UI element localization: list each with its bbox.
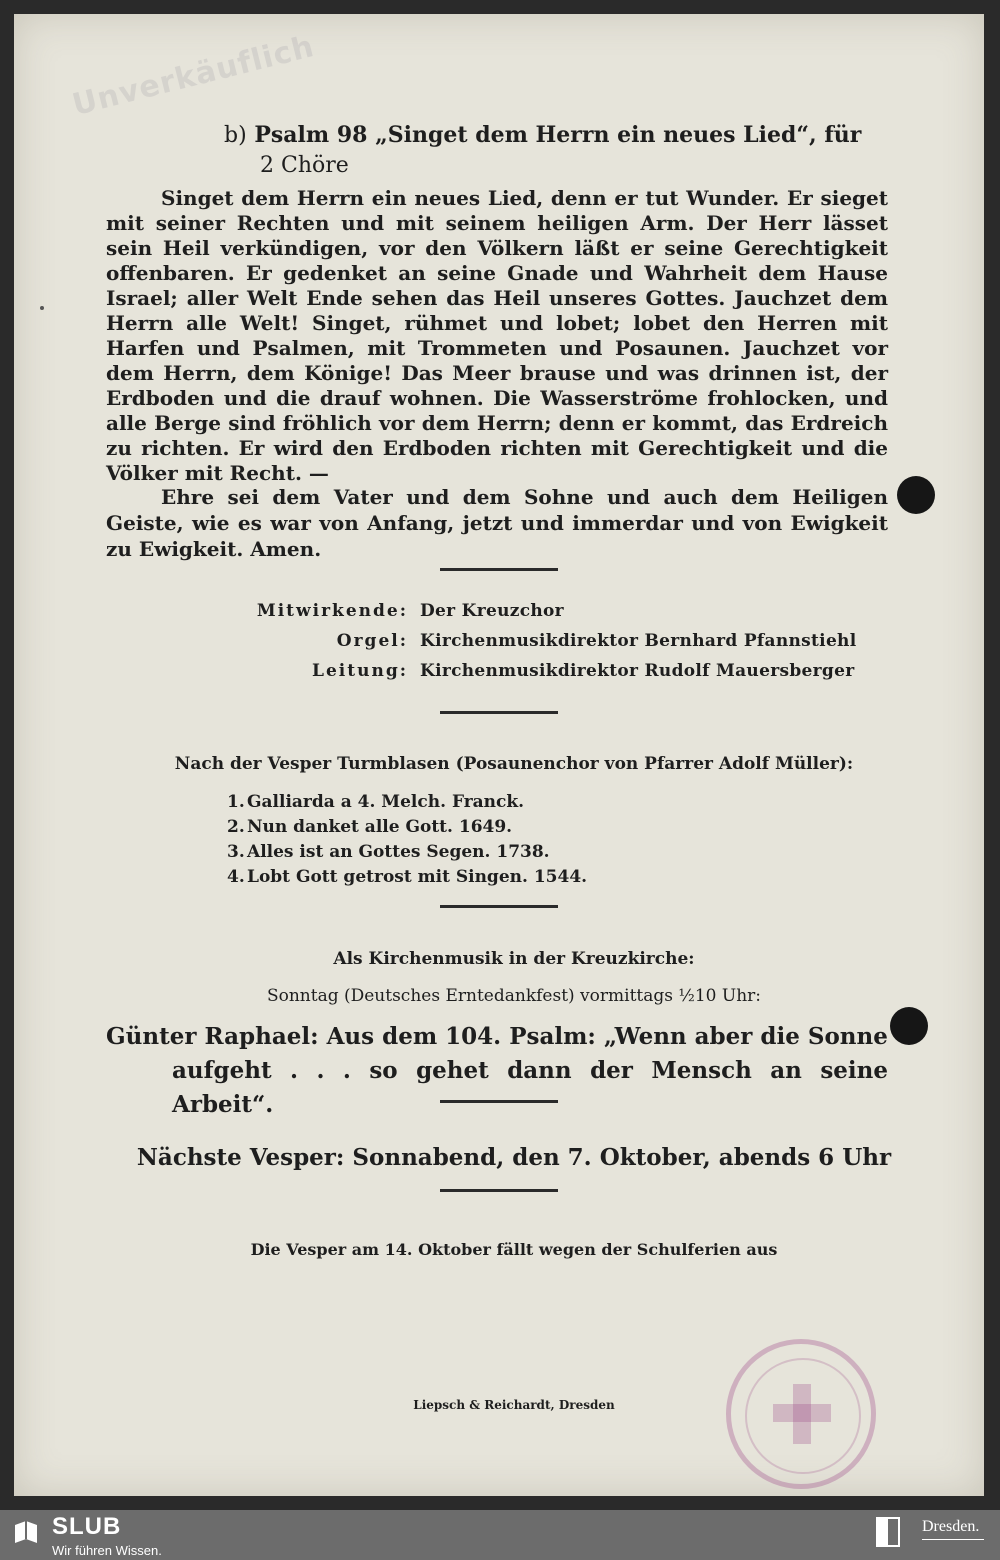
work-line-1: Günter Raphael: Aus dem 104. Psalm: „Wenn aber die Sonne: [106, 1023, 888, 1050]
list-item: [227, 790, 727, 815]
punch-hole: [890, 1007, 928, 1045]
list-item: [227, 815, 727, 840]
list-item-number: 1.: [227, 792, 245, 812]
after-vesper-list: [227, 790, 727, 890]
psalm-heading: [224, 120, 904, 181]
list-item-text: Galliarda a 4. Melch. Franck.: [247, 792, 525, 812]
performer-value: Kirchenmusikdirektor Rudolf Mauersberger: [420, 661, 855, 681]
bleed-through-stamp-text: Unverkäuflich: [69, 29, 318, 123]
paper-speck: [40, 306, 44, 310]
slub-logo-icon: [12, 1518, 40, 1546]
after-vesper-title: Nach der Vesper Turmblasen (Posaunenchor von Pfarrer Adolf Müller):: [174, 754, 854, 774]
performer-row: [242, 656, 872, 686]
slub-tagline: Wir führen Wissen.: [52, 1543, 162, 1558]
list-item-text: Nun danket alle Gott. 1649.: [247, 817, 513, 837]
wordmark-underline: [922, 1539, 984, 1540]
psalm-heading-label: b): [224, 123, 247, 148]
psalm-heading-title: Psalm 98 „Singet dem Herrn ein neues Lied“, für: [254, 122, 862, 148]
work-line-2: aufgeht . . . so gehet dann der Mensch an seine Arbeit“.: [172, 1057, 888, 1118]
holiday-note: Die Vesper am 14. Oktober fällt wegen der Schulferien aus: [250, 1240, 778, 1259]
list-item-text: Lobt Gott getrost mit Singen. 1544.: [247, 867, 588, 887]
divider: [440, 1189, 558, 1192]
psalm-text: Singet dem Herrn ein neues Lied, denn er tut Wunder. Er sieget mit seiner Rechten und mit seinem heiligen Arm. Der Herr lässet sein Heil verkündigen, vor den Völkern läßt er seine Gerechtigkeit offenbaren. Er gedenket an seine Gnade und Wahrheit dem Hause Israel; aller Welt Ende sehen das Heil unseres Gottes. Jauchzet dem Herrn alle Welt! Singet, rühmet und lobet; lobet den Herren mit Harfen und Psalmen, mit Trommeten und Posaunen. Jauchzet vor dem Herrn, dem Könige! Das Meer brause und was drinnen ist, der Erdboden und die drauf wohnen. Die Wasserströme frohlocken, und alle Berge sind fröhlich vor dem Herrn; denn er kommt, das Erdreich zu richten. Er wird den Erdboden richten mit Gerechtigkeit und die Völker mit Recht. —: [106, 186, 888, 485]
dresden-crest-icon: [876, 1517, 900, 1547]
divider: [440, 568, 558, 571]
divider: [440, 905, 558, 908]
performer-label: Mitwirkende:: [256, 601, 408, 621]
footer-bar: [0, 1510, 1000, 1560]
performer-row: [242, 626, 872, 656]
psalm-heading-subtitle: 2 Chöre: [260, 153, 349, 178]
performer-value: Kirchenmusikdirektor Bernhard Pfannstiehl: [420, 631, 857, 651]
performer-label: Orgel:: [336, 631, 408, 651]
list-item-text: Alles ist an Gottes Segen. 1738.: [247, 842, 550, 862]
list-item-number: 2.: [227, 817, 245, 837]
next-vesper-line: Nächste Vesper: Sonnabend, den 7. Oktober, abends 6 Uhr: [136, 1144, 892, 1171]
performer-row: [242, 596, 872, 626]
slub-name: SLUB: [52, 1513, 122, 1540]
kirchenmusik-title: Als Kirchenmusik in der Kreuzkirche:: [333, 949, 695, 969]
gloria-text: Ehre sei dem Vater und dem Sohne und auch dem Heiligen Geiste, wie es war von Anfang, jetzt und immerdar und von Ewigkeit zu Ewigkeit. Amen.: [106, 485, 888, 561]
list-item: [227, 865, 727, 890]
document-page: [14, 14, 984, 1496]
punch-hole: [897, 476, 935, 514]
performers-list: [242, 596, 872, 686]
list-item-number: 4.: [227, 867, 245, 887]
library-stamp: [726, 1339, 876, 1489]
dresden-wordmark: Dresden.: [922, 1518, 980, 1535]
performer-value: Der Kreuzchor: [420, 601, 564, 621]
list-item-number: 3.: [227, 842, 245, 862]
printer-imprint: Liepsch & Reichardt, Dresden: [413, 1398, 615, 1412]
kirchenmusik-work: [106, 1020, 888, 1122]
divider: [440, 1100, 558, 1103]
sunday-service-line: Sonntag (Deutsches Erntedankfest) vormittags ½10 Uhr:: [266, 986, 762, 1006]
list-item: [227, 840, 727, 865]
crest-half: [878, 1519, 888, 1545]
stamp-cross-icon: [773, 1404, 831, 1422]
divider: [440, 711, 558, 714]
performer-label: Leitung:: [312, 661, 408, 681]
